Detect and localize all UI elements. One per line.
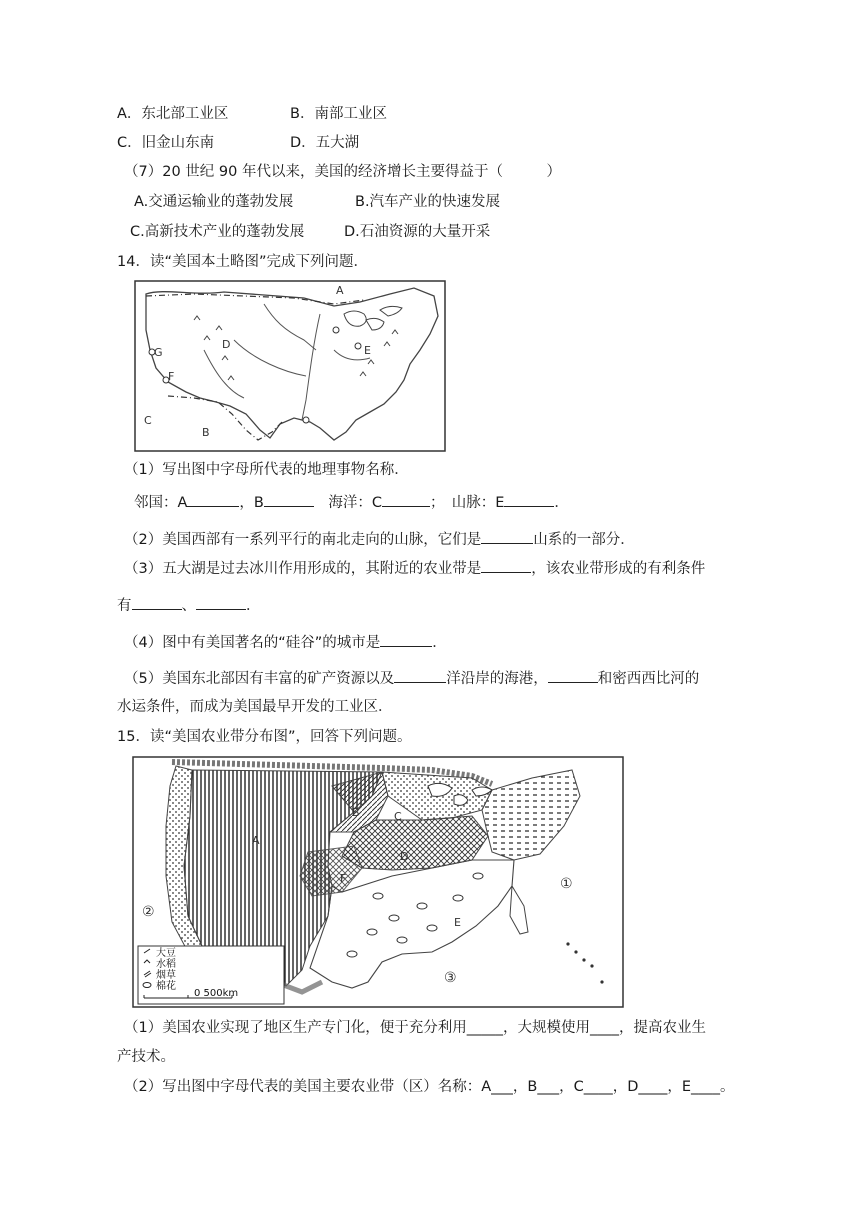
- us-agriculture-map: [132, 756, 624, 1008]
- q14-p2-pre: （2）美国西部有一系列平行的南北走向的山脉，它们是: [124, 532, 482, 548]
- q14-p2-post: 山系的一部分．: [533, 532, 635, 548]
- q14-p5: [124, 668, 699, 689]
- map15-label-d: D: [400, 850, 409, 863]
- q15-title: 15．读“美国农业带分布图”，回答下列问题。: [117, 729, 412, 745]
- legend-soybean: 大豆: [156, 948, 176, 959]
- map15-ocean-1: ①: [560, 876, 573, 892]
- map15-label-c: C: [394, 810, 402, 823]
- option-c: C．旧金山东南: [117, 135, 215, 151]
- legend-rice: 水稻: [156, 959, 176, 970]
- label-ocean-c: 海洋：C: [313, 495, 382, 511]
- q14-p3b-mid: 、: [181, 598, 196, 614]
- label-mountain-e: ； 山脉：E: [430, 495, 505, 511]
- map15-label-e: E: [454, 916, 461, 929]
- option-a: A．东北部工业区: [117, 106, 229, 122]
- map14-label-e: E: [364, 344, 371, 357]
- label-neighbor-a: 邻国：A: [134, 495, 188, 511]
- option-d: D．五大湖: [290, 135, 360, 151]
- q14-title: 14．读“美国本土略图”完成下列问题．: [117, 254, 368, 270]
- q14-p3b: [117, 595, 261, 616]
- option-b: B．南部工业区: [290, 106, 387, 122]
- q13-7-stem: （7）20 世纪 90 年代以来，美国的经济增长主要得益于（ ）: [124, 164, 561, 180]
- q14-p1: （1）写出图中字母所代表的地理事物名称．: [124, 462, 409, 478]
- q15-p2: （2）写出图中字母代表的美国主要农业带（区）名称：A___，B___，C____，D____，E____。: [124, 1079, 735, 1095]
- map15-ocean-3: ③: [444, 970, 457, 986]
- map15-label-b: B: [352, 806, 360, 819]
- blank-waterway[interactable]: [548, 668, 598, 683]
- q14-p3-pre: （3）五大湖是过去冰川作用形成的，其附近的农业带是: [124, 561, 482, 577]
- map14-label-c: C: [144, 414, 152, 427]
- q13-7-option-c: C.高新技术产业的蓬勃发展: [130, 224, 305, 240]
- q14-p5b: 水运条件，而成为美国最早开发的工业区．: [117, 699, 393, 715]
- map14-label-a: A: [336, 284, 344, 297]
- map15-label-a: A: [252, 834, 260, 847]
- q14-p3: [124, 558, 705, 579]
- blank-ocean[interactable]: [394, 668, 446, 683]
- q14-p5-mid: 洋沿岸的海港，: [446, 671, 548, 687]
- blank-mountain-system[interactable]: [481, 529, 533, 544]
- q14-p3b-end: ．: [246, 598, 261, 614]
- q14-p5-post: 和密西西比河的: [597, 671, 700, 687]
- map14-label-g: G: [154, 346, 163, 359]
- blank-condition-1[interactable]: [132, 595, 182, 610]
- map14-label-b: B: [202, 426, 210, 439]
- map15-label-f: F: [340, 872, 347, 885]
- legend-tobacco: 烟草: [156, 970, 176, 981]
- q13-7-option-a: A.交通运输业的蓬勃发展: [134, 194, 294, 210]
- q14-p4: [124, 632, 447, 653]
- blank-silicon-valley[interactable]: [380, 632, 432, 647]
- q14-p4-pre: （4）图中有美国著名的“硅谷”的城市是: [124, 635, 381, 651]
- q13-7-option-d: D.石油资源的大量开采: [344, 224, 491, 240]
- q13-7-option-b: B.汽车产业的快速发展: [355, 194, 501, 210]
- blank-c[interactable]: [382, 492, 430, 507]
- q15-p1: （1）美国农业实现了地区生产专门化，便于充分利用_____，大规模使用____，提高农业生: [124, 1020, 706, 1036]
- q14-p1-fill: [134, 492, 569, 513]
- map14-label-f: F: [168, 370, 175, 383]
- q14-p2: [124, 529, 635, 550]
- us-outline-map: [134, 280, 446, 452]
- label-b: ，B: [239, 495, 264, 511]
- blank-b[interactable]: [264, 492, 314, 507]
- map14-label-d: D: [222, 338, 231, 351]
- map15-ocean-2: ②: [142, 904, 155, 920]
- blank-agri-belt[interactable]: [481, 558, 531, 573]
- q14-p4-end: ．: [432, 635, 447, 651]
- blank-e[interactable]: [504, 492, 554, 507]
- q14-p3-post: ，该农业带形成的有利条件: [531, 561, 706, 577]
- blank-a[interactable]: [187, 492, 239, 507]
- scale-bar: 0 500km: [194, 988, 239, 999]
- legend-cotton: 棉花: [156, 981, 176, 992]
- q14-p3b-pre: 有: [117, 598, 132, 614]
- q14-p5-pre: （5）美国东北部因有丰富的矿产资源以及: [124, 671, 395, 687]
- blank-condition-2[interactable]: [196, 595, 246, 610]
- q15-p1b: 产技术。: [117, 1049, 175, 1065]
- end-mark: ．: [554, 495, 569, 511]
